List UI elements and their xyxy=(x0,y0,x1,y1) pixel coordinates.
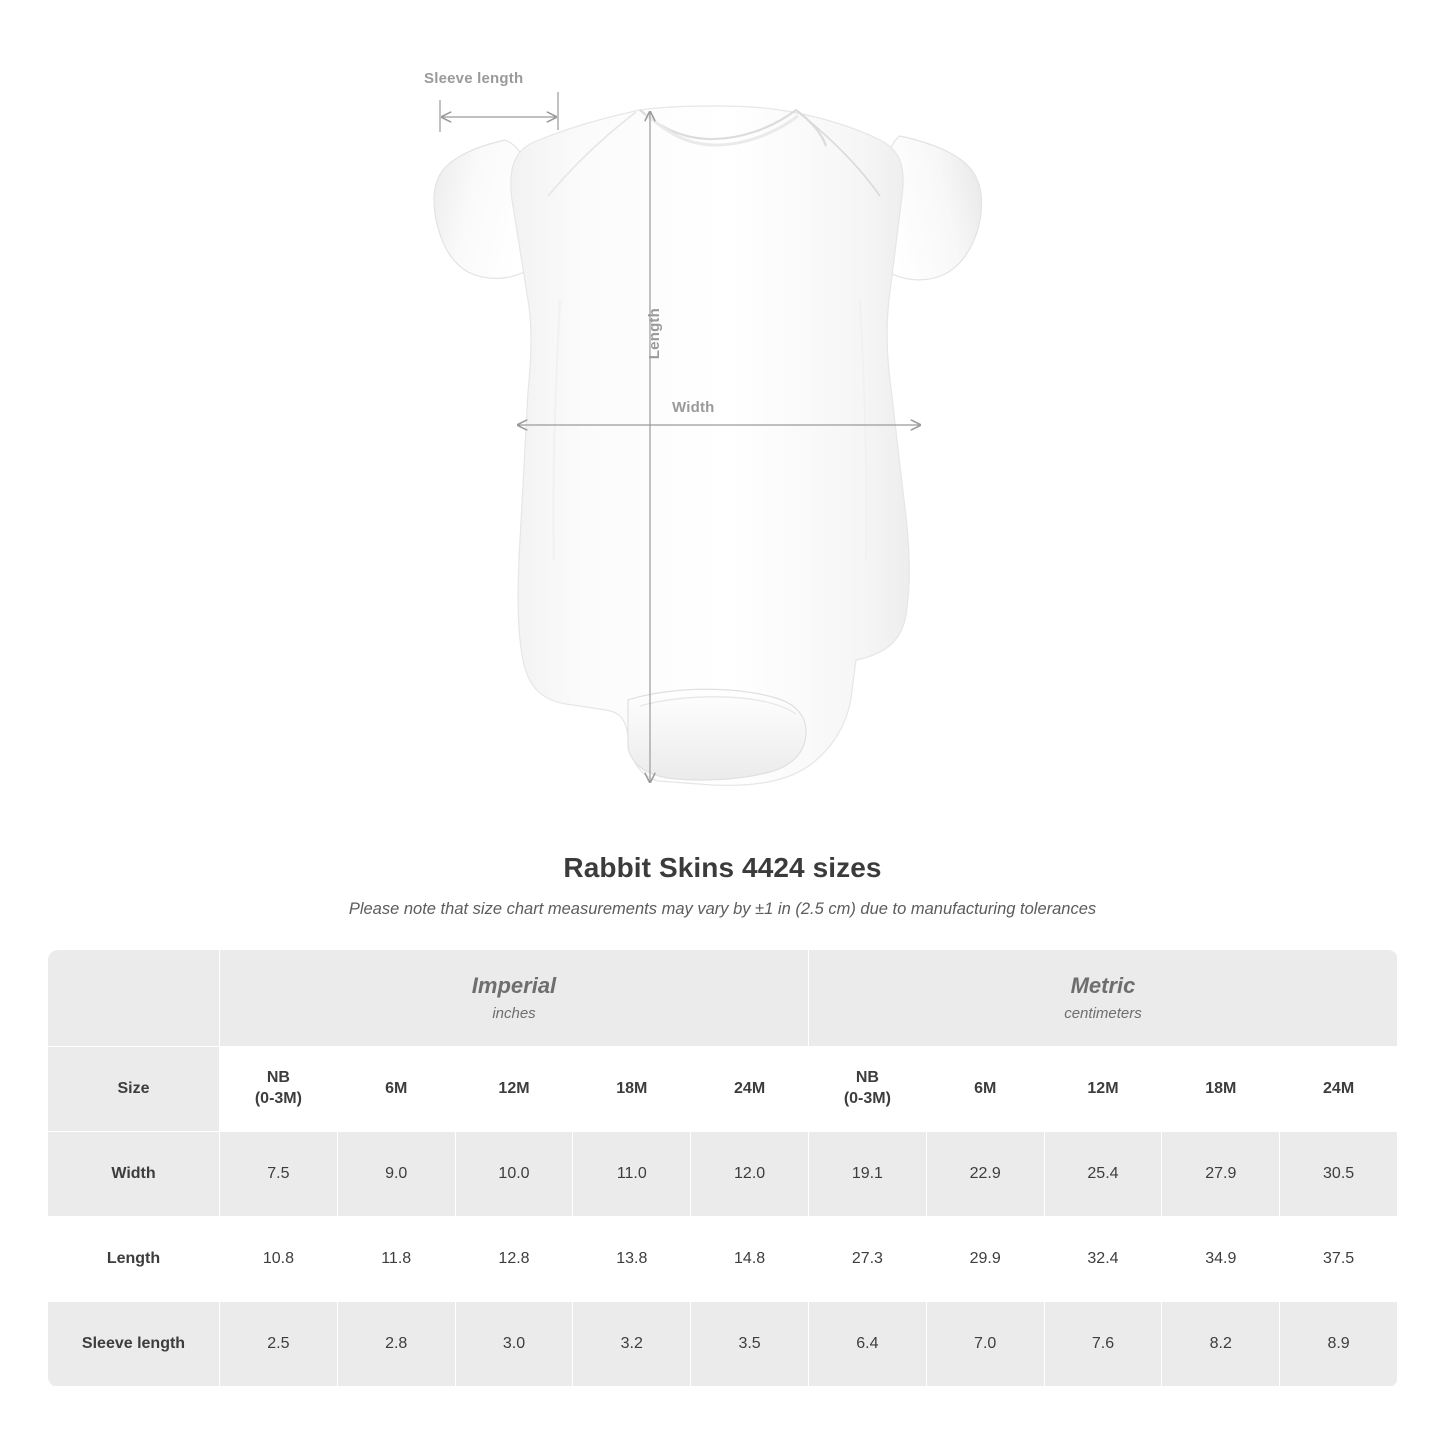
cell-length-metric-6m: 29.9 xyxy=(926,1217,1044,1302)
title-block xyxy=(0,852,1445,919)
cell-sleeve-metric-6m: 7.0 xyxy=(926,1302,1044,1387)
col-header-line2: (0-3M) xyxy=(254,1090,302,1107)
col-header-line1: NB xyxy=(855,1069,879,1087)
col-header-imperial-24m: 24M xyxy=(691,1047,809,1132)
cell-width-imperial-6m: 9.0 xyxy=(337,1132,455,1217)
cell-length-metric-12m: 32.4 xyxy=(1044,1217,1162,1302)
size-chart-table xyxy=(47,949,1398,1387)
table-row xyxy=(48,1217,1398,1302)
col-header-metric-12m: 12M xyxy=(1044,1047,1162,1132)
bodysuit-body xyxy=(511,106,909,785)
col-header-metric-6m: 6M xyxy=(926,1047,1044,1132)
cell-sleeve-metric-24m: 8.9 xyxy=(1280,1302,1398,1387)
cell-sleeve-metric-12m: 7.6 xyxy=(1044,1302,1162,1387)
cell-width-imperial-12m: 10.0 xyxy=(455,1132,573,1217)
cell-width-metric-6m: 22.9 xyxy=(926,1132,1044,1217)
cell-length-imperial-12m: 12.8 xyxy=(455,1217,573,1302)
cell-sleeve-metric-nb: 6.4 xyxy=(808,1302,926,1387)
cell-width-imperial-24m: 12.0 xyxy=(691,1132,809,1217)
cell-width-metric-18m: 27.9 xyxy=(1162,1132,1280,1217)
col-header-line1: NB xyxy=(266,1069,290,1087)
col-header-metric-nb xyxy=(808,1047,926,1132)
row-header-width: Width xyxy=(48,1132,220,1217)
col-header-imperial-6m: 6M xyxy=(337,1047,455,1132)
cell-sleeve-imperial-12m: 3.0 xyxy=(455,1302,573,1387)
unit-corner-cell xyxy=(48,950,220,1047)
length-label: Length xyxy=(646,308,663,360)
unit-group-metric-name: Metric xyxy=(1070,972,1136,998)
cell-sleeve-imperial-24m: 3.5 xyxy=(691,1302,809,1387)
size-header-row xyxy=(48,1047,1398,1132)
tolerance-note: Please note that size chart measurements may vary by ±1 in (2.5 cm) due to manufacturing tolerances xyxy=(348,900,1097,918)
cell-length-imperial-6m: 11.8 xyxy=(337,1217,455,1302)
size-corner-header: Size xyxy=(48,1047,220,1132)
cell-width-metric-nb: 19.1 xyxy=(808,1132,926,1217)
col-header-imperial-18m: 18M xyxy=(573,1047,691,1132)
cell-length-imperial-nb: 10.8 xyxy=(220,1217,338,1302)
unit-header-row xyxy=(48,950,1398,1047)
cell-length-imperial-18m: 13.8 xyxy=(573,1217,691,1302)
row-header-length: Length xyxy=(48,1217,220,1302)
cell-sleeve-imperial-18m: 3.2 xyxy=(573,1302,691,1387)
cell-width-metric-24m: 30.5 xyxy=(1280,1132,1398,1217)
cell-width-imperial-nb: 7.5 xyxy=(220,1132,338,1217)
unit-group-metric xyxy=(808,950,1397,1047)
cell-width-imperial-18m: 11.0 xyxy=(573,1132,691,1217)
col-header-imperial-nb xyxy=(220,1047,338,1132)
cell-length-metric-24m: 37.5 xyxy=(1280,1217,1398,1302)
cell-sleeve-imperial-6m: 2.8 xyxy=(337,1302,455,1387)
unit-group-imperial-sub: inches xyxy=(492,1005,536,1023)
row-header-sleeve-length: Sleeve length xyxy=(48,1302,220,1387)
unit-group-imperial-name: Imperial xyxy=(471,972,557,998)
sleeve-length-label: Sleeve length xyxy=(424,70,524,87)
cell-length-metric-nb: 27.3 xyxy=(808,1217,926,1302)
cell-sleeve-imperial-nb: 2.5 xyxy=(220,1302,338,1387)
cell-width-metric-12m: 25.4 xyxy=(1044,1132,1162,1217)
col-header-metric-24m: 24M xyxy=(1280,1047,1398,1132)
unit-group-imperial xyxy=(220,950,809,1047)
table-row xyxy=(48,1132,1398,1217)
cell-length-imperial-24m: 14.8 xyxy=(691,1217,809,1302)
col-header-line2: (0-3M) xyxy=(843,1090,891,1107)
cell-sleeve-metric-18m: 8.2 xyxy=(1162,1302,1280,1387)
unit-group-metric-sub: centimeters xyxy=(1064,1005,1142,1023)
table-row xyxy=(48,1302,1398,1387)
cell-length-metric-18m: 34.9 xyxy=(1162,1217,1280,1302)
col-header-metric-18m: 18M xyxy=(1162,1047,1280,1132)
page-title: Rabbit Skins 4424 sizes xyxy=(563,852,882,883)
width-label: Width xyxy=(672,399,715,416)
col-header-imperial-12m: 12M xyxy=(455,1047,573,1132)
size-chart-table-wrap xyxy=(47,949,1398,1387)
